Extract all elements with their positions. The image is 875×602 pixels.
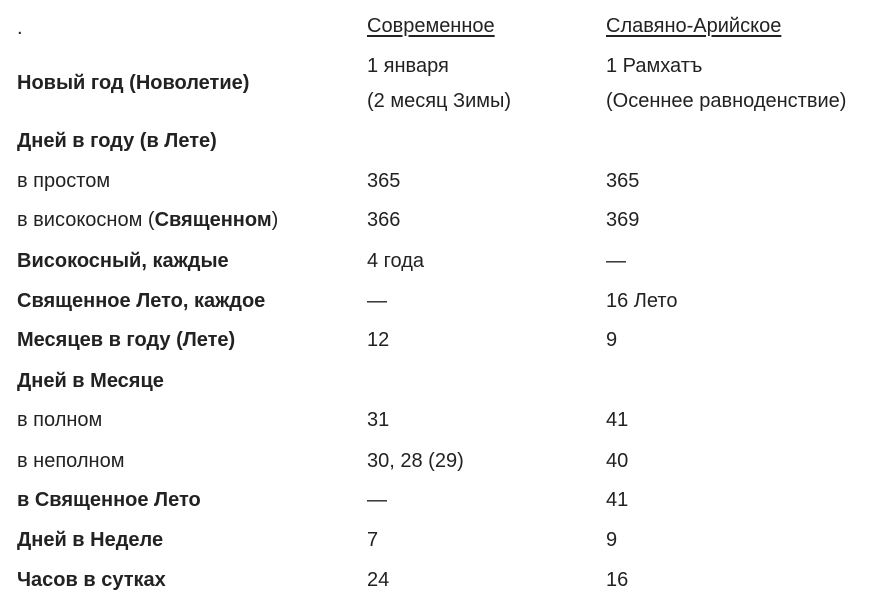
column-header-slavic: Славяно-Арийское	[606, 15, 782, 37]
row-label-days-in-month: Дней в Месяце	[17, 370, 164, 392]
row-label-days-in-week: Дней в Неделе	[17, 529, 164, 551]
header-corner: .	[17, 17, 23, 39]
row-label-hours-in-day: Часов в сутках	[17, 569, 166, 591]
cell-modern-full-month: 31	[367, 409, 390, 431]
cell-modern-partial-month: 30, 28 (29)	[367, 450, 464, 472]
row-label-days-in-year: Дней в году (в Лете)	[17, 130, 217, 152]
cell-modern-leap-year: 366	[367, 209, 401, 231]
cell-slavic-new-year-date: 1 Рамхатъ	[606, 55, 703, 77]
cell-slavic-leap-every: —	[606, 250, 626, 272]
cell-modern-sacred-every: —	[367, 290, 387, 312]
cell-slavic-partial-month: 40	[606, 450, 629, 472]
cell-slavic-days-in-week: 9	[606, 529, 618, 551]
cell-modern-days-in-week: 7	[367, 529, 379, 551]
cell-modern-simple-year: 365	[367, 170, 401, 192]
row-label-leap-year	[17, 208, 278, 232]
row-label-sacred-year: в Священное Лето	[17, 489, 201, 511]
cell-slavic-full-month: 41	[606, 409, 629, 431]
row-label-partial-month: в неполном	[17, 450, 125, 472]
row-label-new-year: Новый год (Новолетие)	[17, 72, 250, 94]
row-label-simple-year: в простом	[17, 170, 111, 192]
row-label-months-in-year: Месяцев в году (Лете)	[17, 329, 236, 351]
leap-label-suffix: )	[271, 209, 279, 231]
cell-slavic-new-year-note: (Осеннее равноденствие)	[606, 90, 847, 112]
cell-modern-new-year-date: 1 января	[367, 55, 449, 77]
cell-slavic-months-in-year: 9	[606, 329, 618, 351]
cell-modern-leap-every: 4 года	[367, 250, 425, 272]
row-label-full-month: в полном	[17, 409, 103, 431]
leap-label-sacred: Священном	[154, 209, 272, 231]
cell-modern-new-year-note: (2 месяц Зимы)	[367, 90, 512, 112]
cell-slavic-sacred-year: 41	[606, 489, 629, 511]
cell-modern-sacred-year: —	[367, 489, 387, 511]
cell-modern-months-in-year: 12	[367, 329, 390, 351]
cell-slavic-simple-year: 365	[606, 170, 640, 192]
row-label-sacred-every: Священное Лето, каждое	[17, 290, 266, 312]
cell-slavic-sacred-every: 16 Лето	[606, 290, 678, 312]
leap-label-prefix: в високосном (	[17, 209, 155, 231]
cell-slavic-hours-in-day: 16	[606, 569, 629, 591]
cell-slavic-leap-year: 369	[606, 209, 640, 231]
column-header-modern: Современное	[367, 15, 495, 37]
row-label-leap-every: Високосный, каждые	[17, 250, 229, 272]
cell-modern-hours-in-day: 24	[367, 569, 390, 591]
